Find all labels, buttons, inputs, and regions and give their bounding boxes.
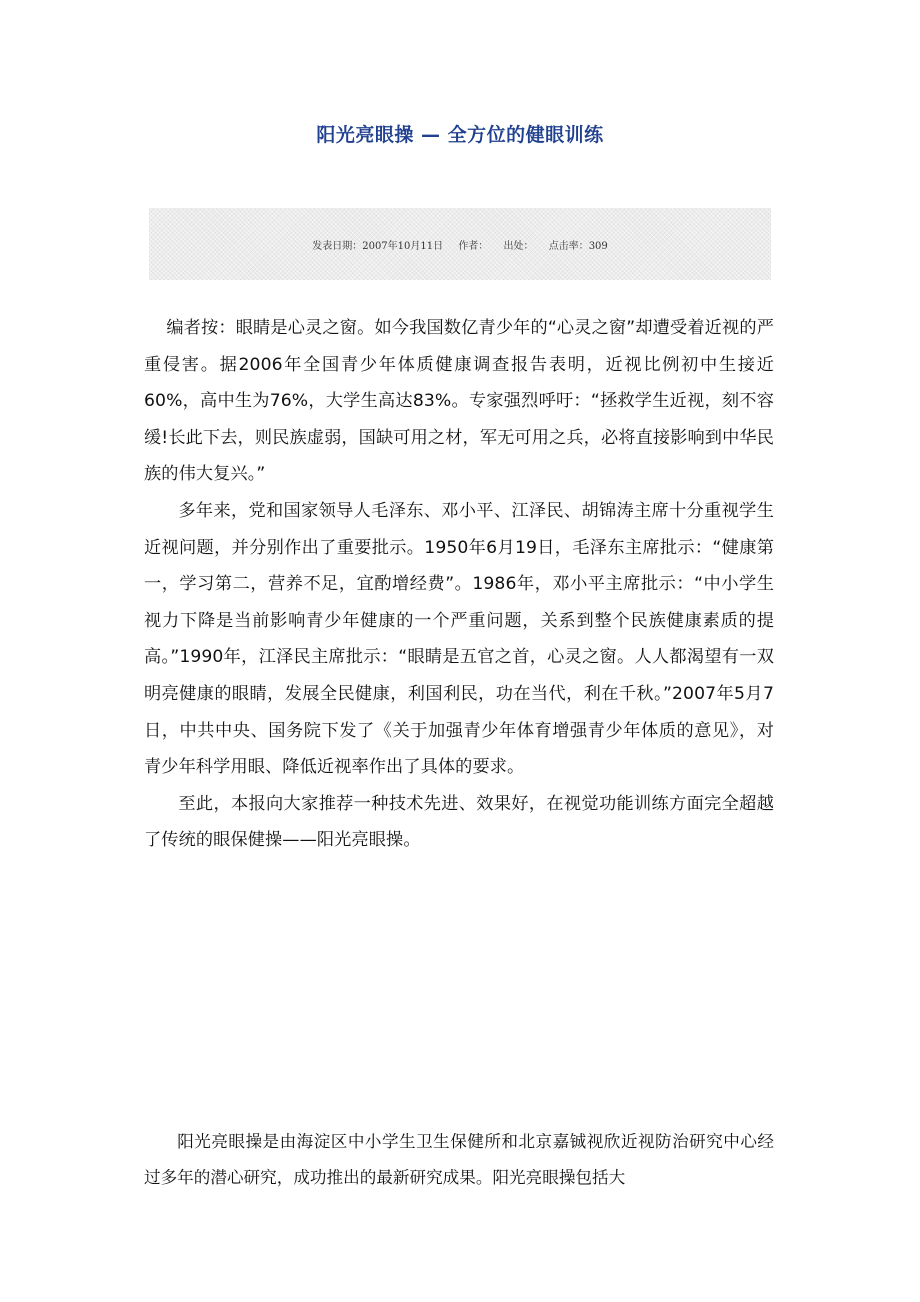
hit-count: 点击率：309 — [548, 241, 608, 252]
body-paragraph: 多年来，党和国家领导人毛泽东、邓小平、江泽民、胡锦涛主席十分重视学生近视问题，并分别作出了重要批示。1950年6月19日，毛泽东主席批示：“健康第一，学习第二，营养不足，宜酌增经费”。1986年，邓小平主席批示：“中小学生视力下降是当前影响青少年健康的一个严重问题，关系到整个民族健康素质的提高。”1990年，江泽民主席批示：“眼睛是五官之首，心灵之窗。人人都渴望有一双明亮健康的眼睛，发展全民健康，利国利民，功在当代，利在千秋。”2007年5月7日，中共中央、国务院下发了《关于加强青少年体育增强青少年体质的意见》，对青少年科学用眼、降低近视率作出了具体的要求。 — [144, 500, 774, 778]
article-body — [144, 310, 774, 859]
article-meta-line — [149, 237, 771, 252]
article-title: 阳光亮眼操 — 全方位的健眼训练 — [316, 124, 604, 146]
source-label: 出处： — [503, 241, 534, 252]
author-label: 作者： — [458, 241, 489, 252]
article-meta-bar — [149, 208, 771, 280]
body-paragraph: 至此，本报向大家推荐一种技术先进、效果好，在视觉功能训练方面完全超越了传统的眼保健操——阳光亮眼操。 — [144, 793, 774, 851]
editor-note-paragraph: 编者按：眼睛是心灵之窗。如今我国数亿青少年的“心灵之窗”却遭受着近视的严重侵害。据2006年全国青少年体质健康调查报告表明，近视比例初中生接近60%，高中生为76%，大学生高达83%。专家强烈呼吁：“拯救学生近视，刻不容缓!长此下去，则民族虚弱，国缺可用之材，军无可用之兵，必将直接影响到中华民族的伟大复兴。” — [144, 318, 774, 485]
second-section-paragraph: 阳光亮眼操是由海淀区中小学生卫生保健所和北京嘉铖视欣近视防治研究中心经过多年的潜心研究，成功推出的最新研究成果。阳光亮眼操包括大 — [144, 1132, 774, 1187]
publish-date: 发表日期：2007年10月11日 — [312, 241, 444, 252]
